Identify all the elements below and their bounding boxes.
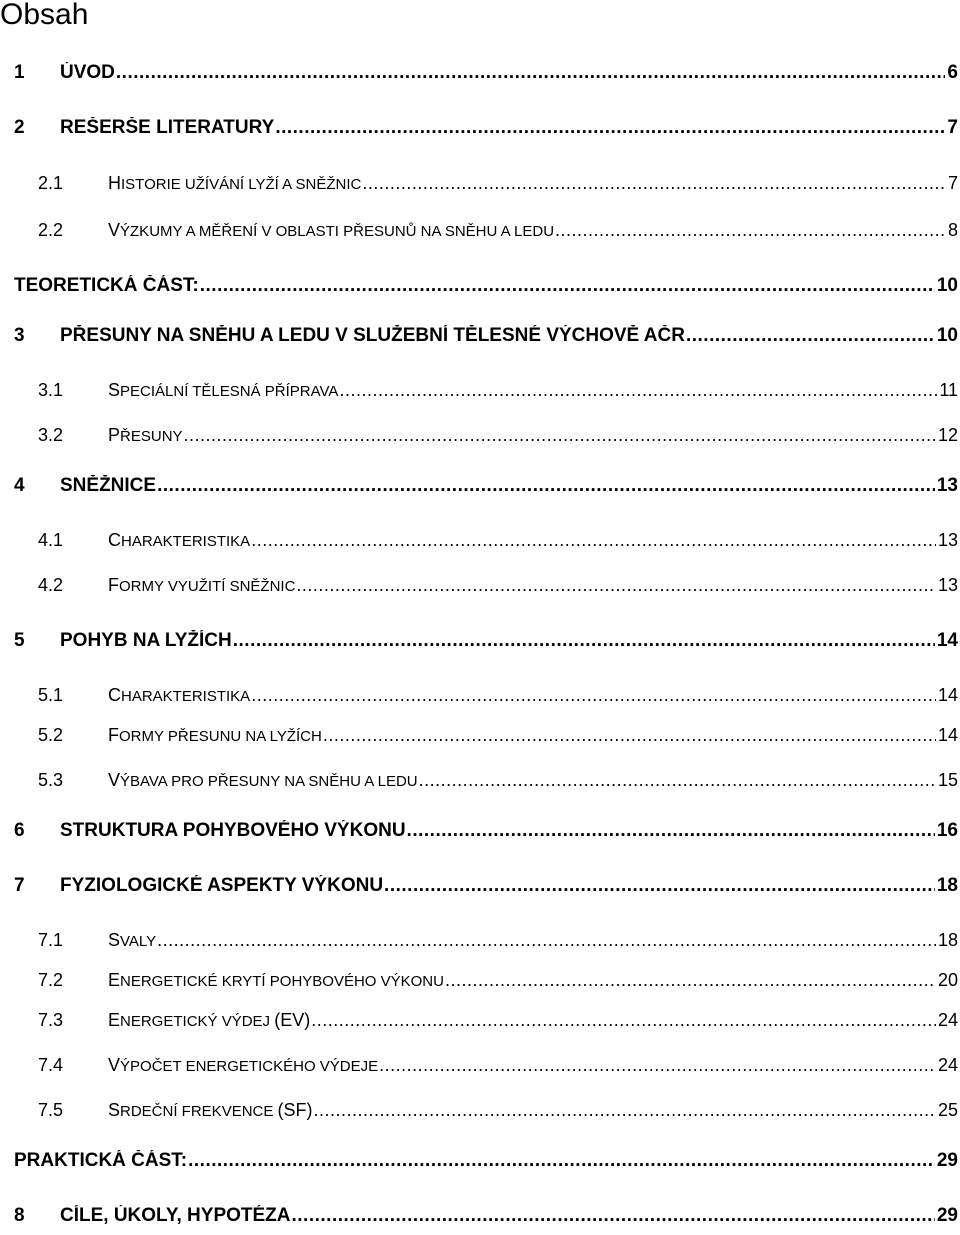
toc-entry-title: STRUKTURA POHYBOVÉHO VÝKONU [60,820,406,841]
toc-entry-number: 7.4 [38,1055,64,1075]
toc-entry[interactable] [38,1055,958,1085]
toc-entry-page: 11 [939,380,958,400]
toc-entry-page: 24 [937,1010,958,1030]
toc-entry-title: ENERGETICKÉ KRYTÍ POHYBOVÉHO VÝKONU [108,970,444,990]
toc-entry-number: 6 [14,820,25,841]
toc-entry-title: CHARAKTERISTIKA [108,530,251,550]
toc-entry[interactable] [14,875,958,905]
toc-entry-title: FYZIOLOGICKÉ ASPEKTY VÝKONU [60,875,384,896]
toc-entry-title: SRDEČNÍ FREKVENCE (SF) [108,1100,313,1120]
toc-entry-page: 29 [936,1205,958,1226]
toc-entry-title: PŘESUNY [108,425,183,445]
toc-entry-title: CÍLE, ÚKOLY, HYPOTÉZA [60,1205,291,1226]
toc-entry-number: 4.2 [38,575,64,595]
toc-entry-title: PRAKTICKÁ ČÁST: [14,1150,188,1171]
page-title: Obsah [0,0,89,31]
toc-entry-page: 14 [937,685,958,705]
toc-entry[interactable] [14,630,958,660]
toc-leader-dots [419,770,936,791]
toc-entry-page: 25 [937,1100,958,1120]
toc-entry-page: 7 [947,173,958,193]
toc-entry-title: SPECIÁLNÍ TĚLESNÁ PŘÍPRAVA [108,380,339,400]
toc-leader-dots [275,117,945,139]
toc-entry-number: 4 [14,475,25,496]
toc-entry-number: 3.1 [38,380,64,400]
toc-entry[interactable] [38,1010,958,1040]
toc-entry-number: 5.2 [38,725,64,745]
toc-entry[interactable] [38,530,958,560]
toc-leader-dots [157,475,935,497]
toc-entry-page: 18 [937,930,958,950]
toc-leader-dots [296,575,936,596]
toc-entry-number: 8 [14,1205,25,1226]
toc-entry-page: 10 [936,275,958,296]
toc-entry-number: 2.2 [38,220,64,240]
toc-entry-number: 7 [14,875,25,896]
toc-leader-dots [233,630,935,652]
toc-entry-title: VÝBAVA PRO PŘESUNY NA SNĚHU A LEDU [108,770,418,790]
toc-entry-title: HISTORIE UŽÍVÁNÍ LYŽÍ A SNĚŽNIC [108,173,362,193]
toc-leader-dots [188,1150,935,1172]
toc-entry-title: TEORETICKÁ ČÁST: [14,275,199,296]
toc-entry[interactable] [14,62,958,92]
toc-leader-dots [292,1205,935,1227]
toc-entry-number: 2.1 [38,173,64,193]
toc-entry-number: 3 [14,325,25,346]
toc-entry-number: 5 [14,630,25,651]
toc-entry-page: 15 [937,770,958,790]
toc-entry-title: PŘESUNY NA SNĚHU A LEDU V SLUŽEBNÍ TĚLESNÉ VÝCHOVĚ AČR [60,325,685,346]
toc-entry-page: 10 [936,325,958,346]
toc-entry-page: 6 [947,62,958,83]
toc-entry-page: 20 [937,970,958,990]
toc-entry-page: 18 [936,875,958,896]
toc-leader-dots [311,1010,936,1031]
toc-leader-dots [251,685,936,706]
toc-entry-title: SVALY [108,930,157,950]
toc-leader-dots [686,325,935,347]
toc-leader-dots [362,173,946,194]
toc-entry-page: 14 [937,725,958,745]
toc-leader-dots [157,930,936,951]
toc-entry[interactable] [14,1150,958,1180]
toc-entry-title: CHARAKTERISTIKA [108,685,251,705]
toc-entry-page: 12 [937,425,958,445]
toc-entry-page: 29 [936,1150,958,1171]
toc-leader-dots [314,1100,936,1121]
toc-entry-title: FORMY VYUŽITÍ SNĚŽNIC [108,575,296,595]
toc-entry-title: VÝPOČET ENERGETICKÉHO VÝDEJE [108,1055,379,1075]
toc-entry-page: 7 [947,117,958,138]
toc-leader-dots [251,530,936,551]
toc-entry-number: 7.2 [38,970,64,990]
toc-entry[interactable] [38,725,958,755]
toc-entry-number: 7.3 [38,1010,64,1030]
toc-leader-dots [200,275,935,297]
toc-entry[interactable] [38,930,958,960]
toc-leader-dots [379,1055,936,1076]
toc-leader-dots [116,62,946,84]
toc-entry-page: 24 [937,1055,958,1075]
toc-entry[interactable] [38,575,958,605]
toc-leader-dots [445,970,936,991]
toc-entry[interactable] [38,220,958,250]
toc-entry-page: 8 [947,220,958,240]
toc-entry[interactable] [14,475,958,505]
toc-entry[interactable] [38,380,958,410]
toc-entry-title: ENERGETICKÝ VÝDEJ (EV) [108,1010,311,1030]
toc-entry-page: 13 [937,575,958,595]
toc-entry-number: 4.1 [38,530,64,550]
toc-entry[interactable] [14,275,958,305]
toc-entry[interactable] [38,685,958,715]
toc-entry-title: POHYB NA LYŽÍCH [60,630,232,651]
toc-leader-dots [323,725,936,746]
toc-entry[interactable] [14,117,958,147]
toc-entry-page: 13 [937,530,958,550]
toc-entry[interactable] [38,173,958,203]
toc-entry-title: FORMY PŘESUNU NA LYŽÍCH [108,725,322,745]
toc-entry-page: 14 [936,630,958,651]
toc-entry[interactable] [38,970,958,1000]
toc-entry-number: 3.2 [38,425,64,445]
toc-leader-dots [384,875,935,897]
toc-entry[interactable] [38,770,958,800]
toc-entry-title: REŠERŠE LITERATURY [60,117,275,138]
toc-leader-dots [184,425,936,446]
toc-entry-page: 13 [936,475,958,496]
toc-entry-number: 5.3 [38,770,64,790]
toc-entry-number: 7.1 [38,930,64,950]
toc-entry-number: 1 [14,62,25,83]
toc-entry[interactable] [38,1100,958,1130]
toc-entry-page: 16 [936,820,958,841]
toc-entry-number: 2 [14,117,25,138]
toc-entry[interactable] [14,820,958,850]
toc-entry-title: ÚVOD [60,62,115,83]
toc-entry[interactable] [38,425,958,455]
toc-leader-dots [407,820,935,842]
toc-entry-number: 7.5 [38,1100,64,1120]
toc-entry-title: SNĚŽNICE [60,475,157,496]
toc-entry-number: 5.1 [38,685,64,705]
toc-entry-title: VÝZKUMY A MĚŘENÍ V OBLASTI PŘESUNŮ NA SNĚHU A LEDU [108,220,555,240]
toc-entry[interactable] [14,1205,958,1235]
toc-leader-dots [555,220,946,241]
toc-entry[interactable] [14,325,958,355]
toc-leader-dots [339,380,937,401]
